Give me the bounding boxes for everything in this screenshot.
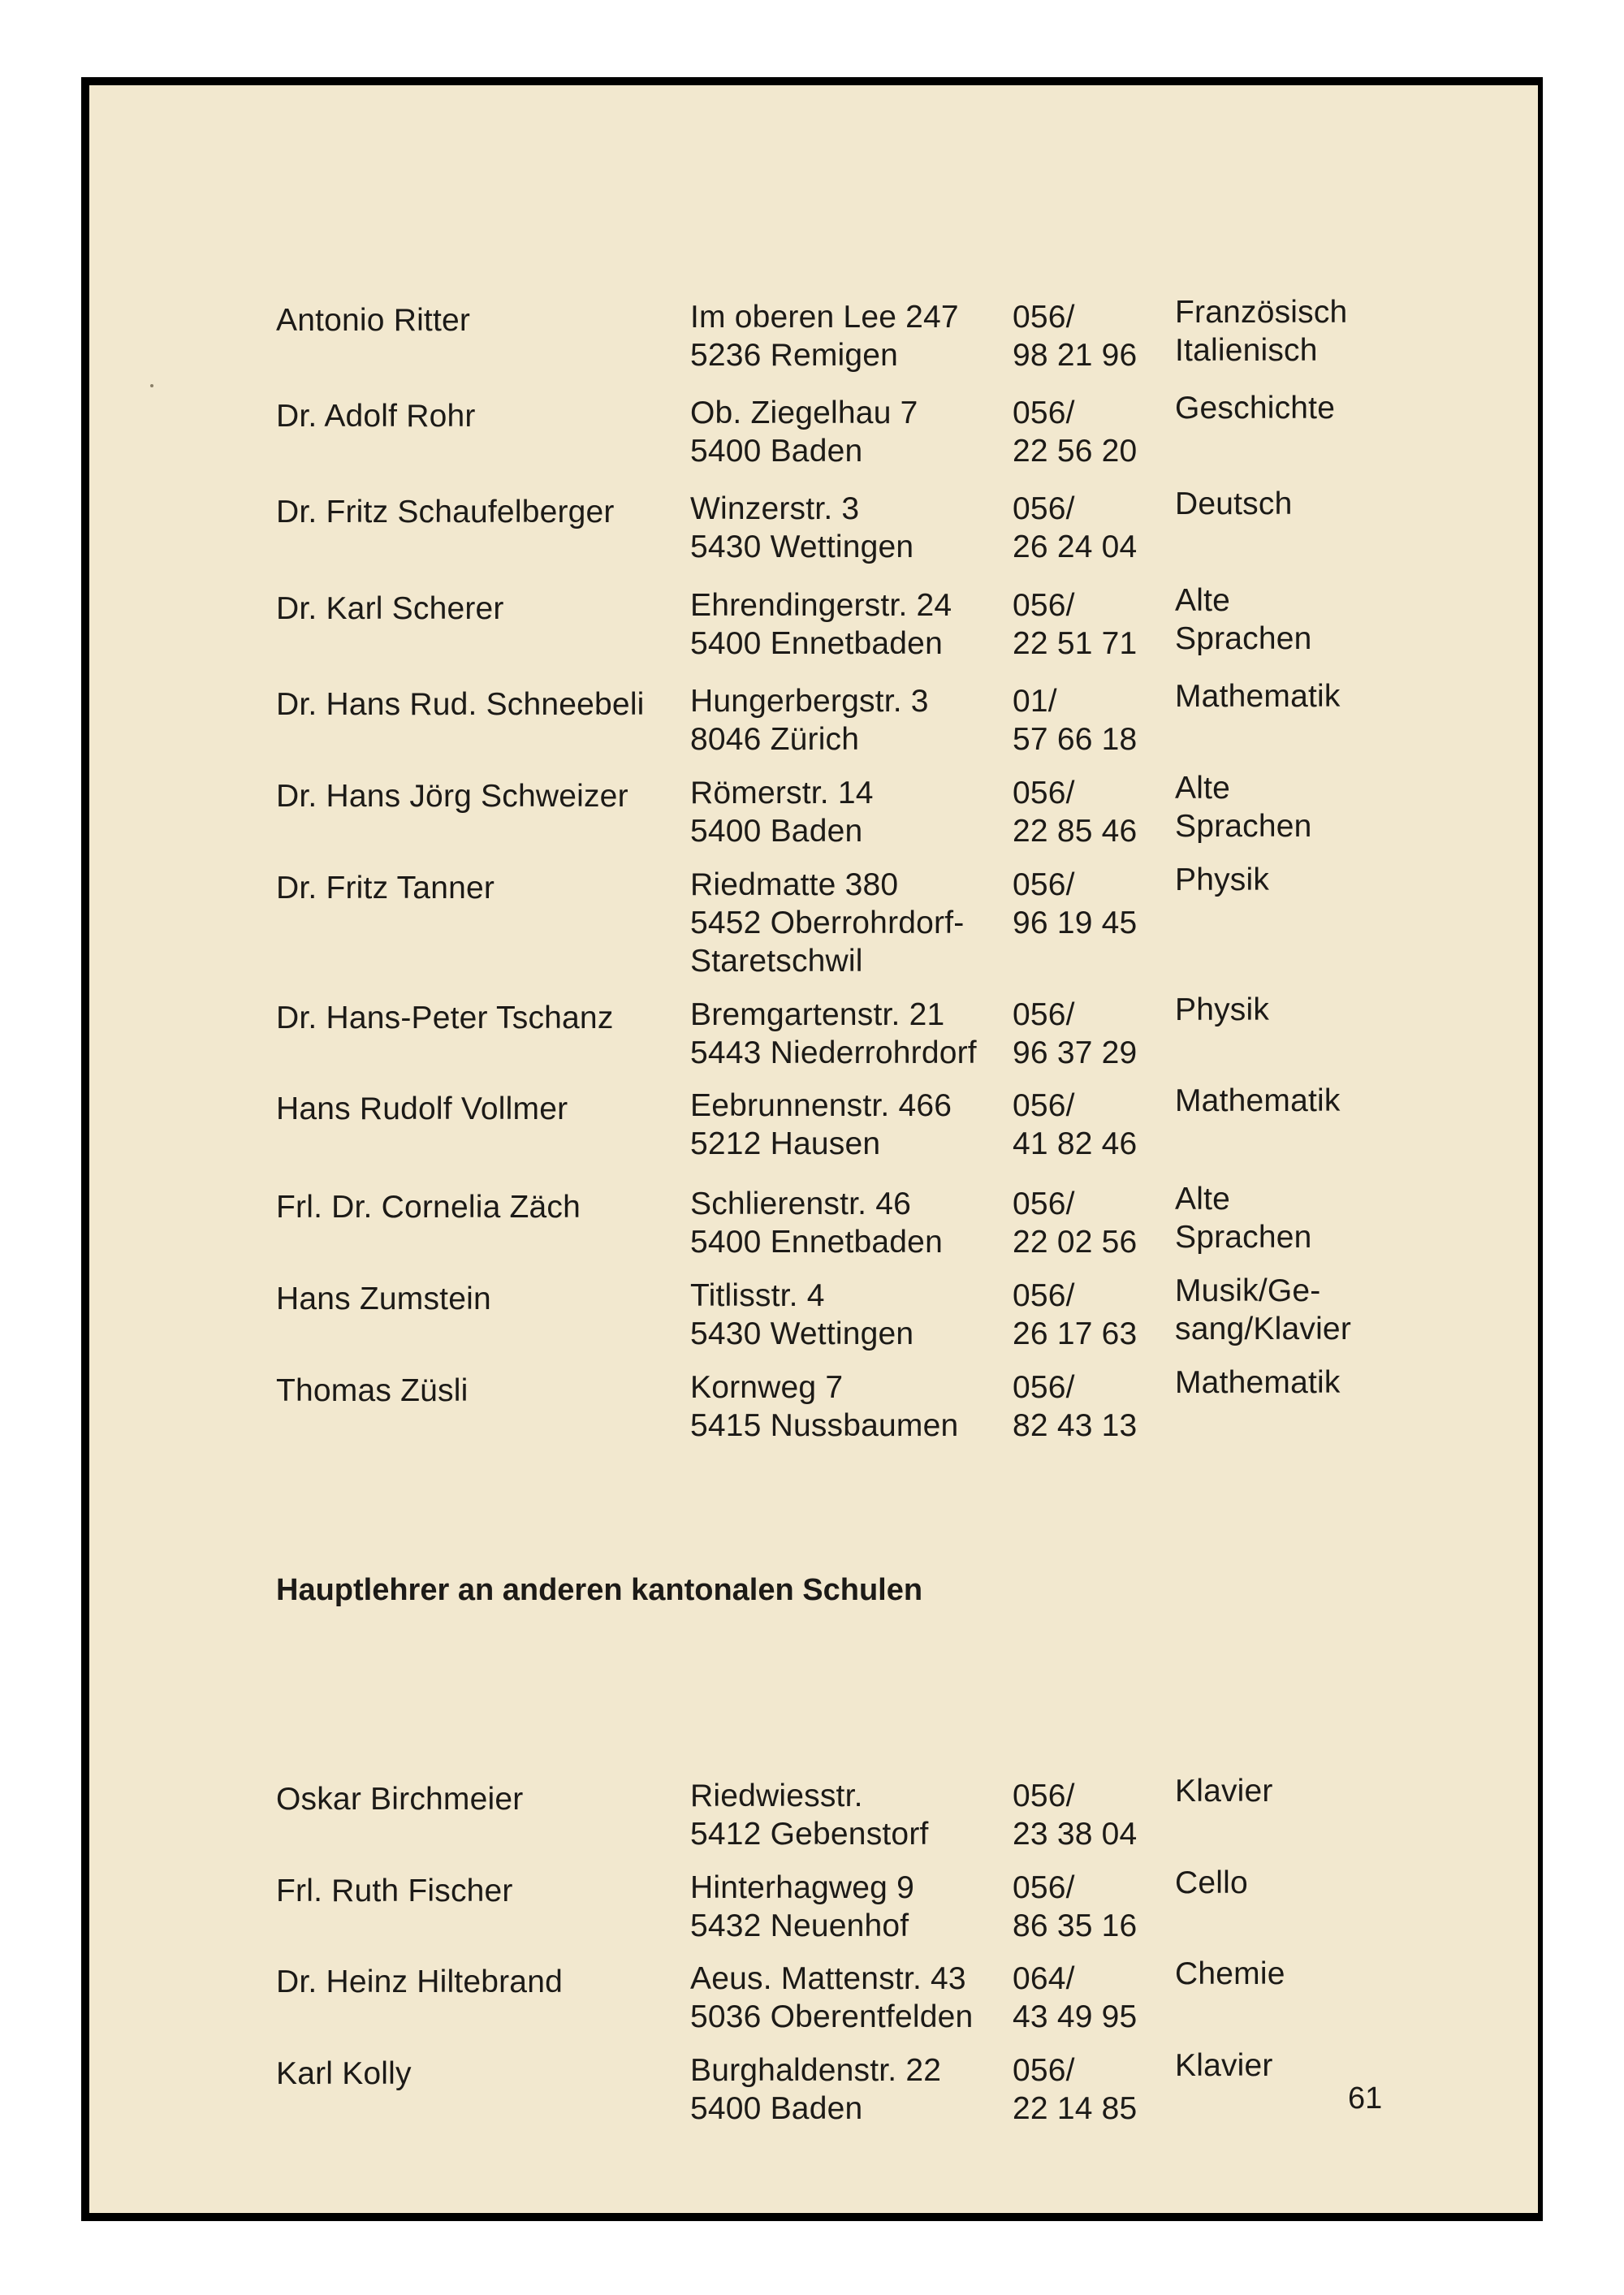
telephone-line: 056/ [1013,2053,1075,2088]
telephone-line: 57 66 18 [1013,722,1138,757]
teacher-name-line: Antonio Ritter [276,303,471,338]
address [690,996,977,1072]
address-line: Burghaldenstr. 22 [690,2053,942,2088]
address-line: 5443 Niederrohrdorf [690,1035,977,1070]
teacher-name [276,2055,412,2093]
telephone-line: 41 82 46 [1013,1126,1138,1161]
telephone-line: 064/ [1013,1961,1075,1996]
telephone [1013,866,1137,942]
telephone-line: 26 24 04 [1013,529,1138,564]
address-line: Ehrendingerstr. 24 [690,588,952,623]
telephone-line: 22 02 56 [1013,1225,1138,1260]
address-line: 5430 Wettingen [690,529,914,564]
telephone-line: 96 19 45 [1013,905,1138,940]
teacher-name-line: Dr. Adolf Rohr [276,399,476,434]
address-line: 5432 Neuenhof [690,1908,909,1943]
address [690,2051,941,2128]
address-line: Aeus. Mattenstr. 43 [690,1961,966,1996]
subject-line: Italienisch [1175,333,1318,368]
subject-line: Sprachen [1175,809,1312,844]
page-number: 61 [1348,2081,1383,2116]
telephone-line: 056/ [1013,776,1075,810]
telephone-line: 056/ [1013,1088,1075,1123]
telephone [1013,774,1137,850]
address-line: Winzerstr. 3 [690,491,860,526]
address-line: 5415 Nussbaumen [690,1408,959,1443]
teacher-name [276,685,645,724]
teacher-name [276,1872,513,1910]
teacher-name-line: Frl. Ruth Fischer [276,1874,513,1908]
telephone-line: 056/ [1013,1779,1075,1813]
telephone [1013,1869,1137,1945]
telephone-line: 22 14 85 [1013,2091,1138,2126]
telephone-line: 22 51 71 [1013,626,1138,661]
telephone [1013,996,1137,1072]
telephone [1013,2051,1137,2128]
telephone [1013,1777,1137,1853]
subject [1175,1364,1341,1402]
telephone-line: 98 21 96 [1013,338,1138,373]
telephone-line: 96 37 29 [1013,1035,1138,1070]
address-line: Bremgartenstr. 21 [690,997,945,1032]
teacher-name-line: Dr. Fritz Schaufelberger [276,495,615,529]
telephone [1013,1368,1137,1445]
telephone-line: 22 85 46 [1013,814,1138,849]
address-line: 5212 Hausen [690,1126,881,1161]
telephone-line: 056/ [1013,1186,1075,1221]
subject-line: Klavier [1175,1774,1273,1809]
telephone-line: 26 17 63 [1013,1316,1138,1351]
teacher-name [276,1090,568,1128]
subject-line: Geschichte [1175,391,1336,426]
subject [1175,485,1292,523]
subject-line: Chemie [1175,1956,1285,1991]
telephone-line: 056/ [1013,997,1075,1032]
subject-line: Physik [1175,862,1270,897]
telephone [1013,1960,1137,2036]
address-line: Hungerbergstr. 3 [690,684,929,719]
address-line: 5430 Wettingen [690,1316,914,1351]
subject-line: Alte [1175,1182,1231,1217]
address-line: Titlisstr. 4 [690,1278,825,1313]
subject [1175,581,1312,658]
teacher-name-line: Dr. Karl Scherer [276,591,504,626]
telephone-line: 056/ [1013,1370,1075,1405]
teacher-name [276,301,470,339]
address [690,682,929,759]
teacher-name-line: Thomas Züsli [276,1373,469,1408]
subject [1175,1864,1248,1902]
subject-line: Mathematik [1175,679,1341,714]
address-line: Im oberen Lee 247 [690,300,959,335]
subject [1175,1955,1285,1993]
subject-line: Klavier [1175,2048,1273,2083]
address-line: Kornweg 7 [690,1370,844,1405]
address [690,1185,943,1261]
address-line: 5400 Baden [690,2091,863,2126]
telephone [1013,586,1137,663]
subject-line: Französisch [1175,295,1348,330]
subject [1175,861,1269,899]
subject [1175,1772,1273,1810]
telephone [1013,682,1137,759]
address-line: Schlierenstr. 46 [690,1186,912,1221]
teacher-name [276,493,615,531]
telephone-line: 01/ [1013,684,1057,719]
document-page [89,85,1538,2213]
address-line: 5036 Oberentfelden [690,1999,974,2034]
telephone-line: 056/ [1013,395,1075,430]
teacher-name [276,590,504,628]
teacher-name [276,1963,563,2001]
address [690,1777,929,1853]
address [690,394,918,470]
address [690,298,959,374]
teacher-name [276,1188,581,1226]
subject-line: Cello [1175,1865,1248,1900]
subject [1175,389,1335,427]
subject [1175,769,1312,845]
address-line: 5400 Baden [690,434,863,469]
section-heading: Hauptlehrer an anderen kantonalen Schulen [276,1573,923,1607]
address-line: Ob. Ziegelhau 7 [690,395,918,430]
subject [1175,991,1269,1029]
teacher-name-line: Hans Rudolf Vollmer [276,1091,568,1126]
teacher-name [276,777,628,815]
subject-line: Sprachen [1175,1220,1312,1255]
subject-line: Alte [1175,771,1231,806]
telephone-line: 056/ [1013,300,1075,335]
teacher-name [276,1280,491,1318]
telephone-line: 23 38 04 [1013,1817,1138,1852]
teacher-name-line: Dr. Hans Rud. Schneebeli [276,687,645,722]
telephone [1013,298,1137,374]
subject-line: Mathematik [1175,1365,1341,1400]
address [690,1087,952,1163]
address-line: Hinterhagweg 9 [690,1870,914,1905]
teacher-name-line: Dr. Heinz Hiltebrand [276,1964,563,1999]
address-line: 8046 Zürich [690,722,860,757]
telephone-line: 056/ [1013,867,1075,902]
subject [1175,1082,1341,1120]
address-line: 5236 Remigen [690,338,899,373]
subject [1175,293,1347,370]
address-line: 5400 Ennetbaden [690,626,943,661]
teacher-name-line: Dr. Hans-Peter Tschanz [276,1001,614,1035]
address [690,586,952,663]
address-line: 5452 Oberrohrdorf- [690,905,965,940]
subject-line: Sprachen [1175,621,1312,656]
teacher-name-line: Karl Kolly [276,2056,412,2091]
address-line: Riedmatte 380 [690,867,899,902]
teacher-name-line: Dr. Fritz Tanner [276,871,495,905]
subject [1175,1272,1351,1348]
address-line: 5400 Ennetbaden [690,1225,943,1260]
telephone [1013,1087,1137,1163]
address-line: Riedwiesstr. [690,1779,863,1813]
telephone-line: 056/ [1013,588,1075,623]
telephone-line: 22 56 20 [1013,434,1138,469]
address-line: Staretschwil [690,944,863,979]
teacher-name-line: Dr. Hans Jörg Schweizer [276,779,628,814]
paper-speck [150,384,153,387]
telephone-line: 82 43 13 [1013,1408,1138,1443]
telephone [1013,394,1137,470]
teacher-name-line: Frl. Dr. Cornelia Zäch [276,1190,581,1225]
address-line: Eebrunnenstr. 466 [690,1088,952,1123]
subject-line: Alte [1175,583,1231,618]
address [690,1277,914,1353]
teacher-name [276,999,614,1037]
address [690,1960,973,2036]
address [690,1368,958,1445]
telephone [1013,1185,1137,1261]
address [690,1869,914,1945]
telephone-line: 056/ [1013,1870,1075,1905]
teacher-name [276,397,476,435]
teacher-name [276,1780,523,1818]
subject-line: Musik/Ge- [1175,1273,1321,1308]
telephone-line: 43 49 95 [1013,1999,1138,2034]
subject-line: sang/Klavier [1175,1312,1352,1346]
address [690,490,914,566]
subject-line: Deutsch [1175,486,1293,521]
address [690,774,874,850]
subject [1175,1180,1312,1256]
telephone-line: 056/ [1013,491,1075,526]
teacher-name-line: Oskar Birchmeier [276,1782,524,1817]
address-line: 5400 Baden [690,814,863,849]
telephone [1013,1277,1137,1353]
subject-line: Physik [1175,992,1270,1027]
address-line: 5412 Gebenstorf [690,1817,929,1852]
teacher-name [276,1372,468,1410]
teacher-name-line: Hans Zumstein [276,1281,491,1316]
telephone [1013,490,1137,566]
teacher-name [276,869,495,907]
subject-line: Mathematik [1175,1083,1341,1118]
subject [1175,2046,1273,2085]
address [690,866,964,980]
telephone-line: 86 35 16 [1013,1908,1138,1943]
subject [1175,677,1341,715]
telephone-line: 056/ [1013,1278,1075,1313]
address-line: Römerstr. 14 [690,776,874,810]
